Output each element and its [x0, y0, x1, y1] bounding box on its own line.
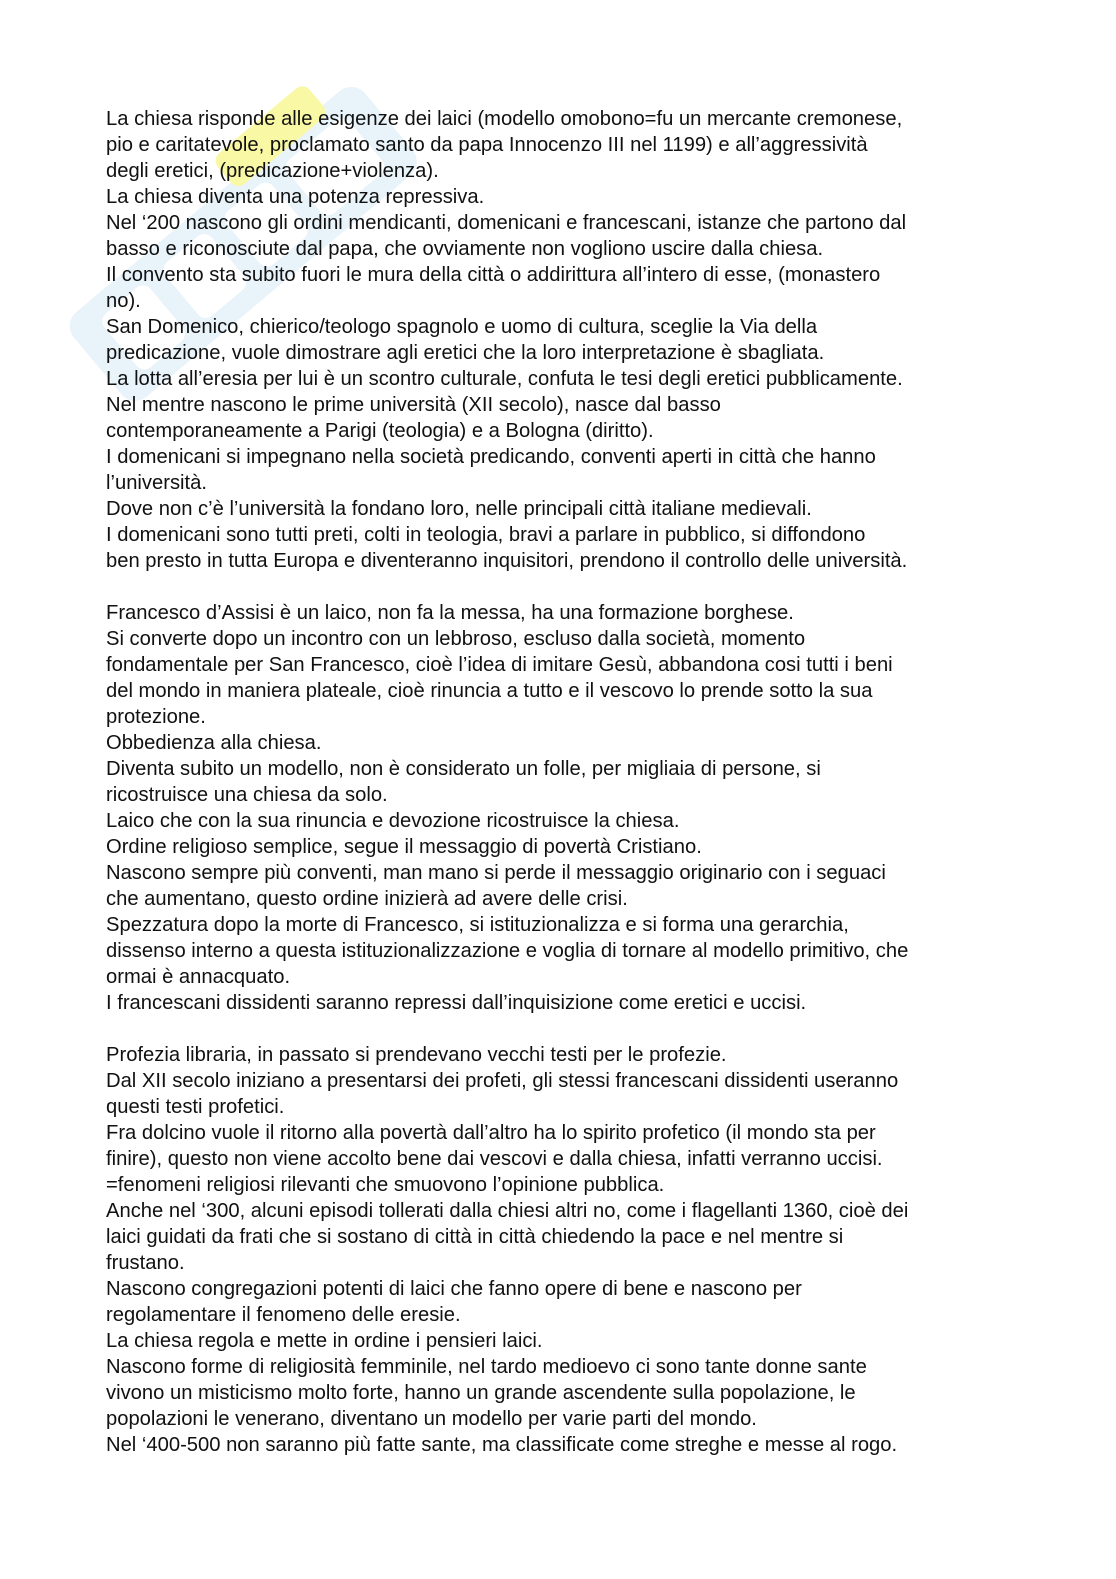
- text-line: San Domenico, chierico/teologo spagnolo e uomo di cultura, sceglie la Via della: [106, 316, 818, 338]
- text-line: La chiesa risponde alle esigenze dei laici (modello omobono=fu un mercante cremonese,: [106, 108, 903, 130]
- text-line: Fra dolcino vuole il ritorno alla povertà dall’altro ha lo spirito profetico (il mondo sta per: [106, 1122, 876, 1144]
- text-line: contemporaneamente a Parigi (teologia) e a Bologna (diritto).: [106, 420, 654, 442]
- text-line: La chiesa diventa una potenza repressiva.: [106, 186, 485, 208]
- paragraph-domenicani: [106, 106, 1011, 574]
- text-line: dissenso interno a questa istituzionalizzazione e voglia di tornare al modello primitivo, che: [106, 940, 909, 962]
- text-line: Anche nel ‘300, alcuni episodi tollerati dalla chiesi altri no, come i flagellanti 1360, cioè dei: [106, 1200, 909, 1222]
- text-line: Francesco d’Assisi è un laico, non fa la messa, ha una formazione borghese.: [106, 602, 794, 624]
- text-line: degli eretici, (predicazione+violenza).: [106, 160, 439, 182]
- text-line: regolamentare il fenomeno delle eresie.: [106, 1304, 461, 1326]
- text-line: Nascono congregazioni potenti di laici che fanno opere di bene e nascono per: [106, 1278, 802, 1300]
- text-line: =fenomeni religiosi rilevanti che smuovono l’opinione pubblica.: [106, 1174, 665, 1196]
- text-line: Obbedienza alla chiesa.: [106, 732, 322, 754]
- text-line: fondamentale per San Francesco, cioè l’idea di imitare Gesù, abbandona cosi tutti i beni: [106, 654, 893, 676]
- text-line: ormai è annacquato.: [106, 966, 291, 988]
- text-line: l’università.: [106, 472, 207, 494]
- text-line: Nascono sempre più conventi, man mano si perde il messaggio originario con i seguaci: [106, 862, 886, 884]
- text-line: Ordine religioso semplice, segue il messaggio di povertà Cristiano.: [106, 836, 702, 858]
- text-line: ricostruisce una chiesa da solo.: [106, 784, 388, 806]
- text-line: finire), questo non viene accolto bene dai vescovi e dalla chiesa, infatti verranno uccisi.: [106, 1148, 883, 1170]
- text-line: Laico che con la sua rinuncia e devozione ricostruisce la chiesa.: [106, 810, 680, 832]
- text-line: Spezzatura dopo la morte di Francesco, si istituzionalizza e si forma una gerarchia,: [106, 914, 849, 936]
- text-line: questi testi profetici.: [106, 1096, 285, 1118]
- text-line: Nel ‘200 nascono gli ordini mendicanti, domenicani e francescani, istanze che partono dal: [106, 212, 907, 234]
- text-line: pio e caritatevole, proclamato santo da papa Innocenzo III nel 1199) e all’aggressività: [106, 134, 868, 156]
- text-line: laici guidati da frati che si sostano di città in città chiedendo la pace e nel mentre si: [106, 1226, 844, 1248]
- text-line: frustano.: [106, 1252, 185, 1274]
- text-line: basso e riconosciute dal papa, che ovviamente non vogliono uscire dalla chiesa.: [106, 238, 824, 260]
- text-line: Diventa subito un modello, non è considerato un folle, per migliaia di persone, si: [106, 758, 821, 780]
- text-line: La chiesa regola e mette in ordine i pensieri laici.: [106, 1330, 543, 1352]
- paragraph-profezia: [106, 1042, 1011, 1458]
- text-line: I francescani dissidenti saranno repressi dall’inquisizione come eretici e uccisi.: [106, 992, 807, 1014]
- text-line: vivono un misticismo molto forte, hanno un grande ascendente sulla popolazione, le: [106, 1382, 856, 1404]
- text-line: Nel mentre nascono le prime università (XII secolo), nasce dal basso: [106, 394, 721, 416]
- paragraph-francesco: [106, 600, 1011, 1016]
- text-line: predicazione, vuole dimostrare agli eretici che la loro interpretazione è sbagliata.: [106, 342, 825, 364]
- text-line: che aumentano, questo ordine inizierà ad avere delle crisi.: [106, 888, 628, 910]
- text-line: ben presto in tutta Europa e diventeranno inquisitori, prendono il controllo delle università.: [106, 550, 908, 572]
- text-line: Si converte dopo un incontro con un lebbroso, escluso dalla società, momento: [106, 628, 806, 650]
- text-line: del mondo in maniera plateale, cioè rinuncia a tutto e il vescovo lo prende sotto la sua: [106, 680, 873, 702]
- text-line: I domenicani sono tutti preti, colti in teologia, bravi a parlare in pubblico, si diffondono: [106, 524, 866, 546]
- text-line: Nascono forme di religiosità femminile, nel tardo medioevo ci sono tante donne sante: [106, 1356, 867, 1378]
- text-line: no).: [106, 290, 141, 312]
- text-line: La lotta all’eresia per lui è un scontro culturale, confuta le tesi degli eretici pubblicamente.: [106, 368, 903, 390]
- text-line: I domenicani si impegnano nella società predicando, conventi aperti in città che hanno: [106, 446, 876, 468]
- text-line: popolazioni le venerano, diventano un modello per varie parti del mondo.: [106, 1408, 757, 1430]
- text-line: Profezia libraria, in passato si prendevano vecchi testi per le profezie.: [106, 1044, 727, 1066]
- text-line: Dove non c’è l’università la fondano loro, nelle principali città italiane medievali.: [106, 498, 812, 520]
- text-line: Nel ‘400-500 non saranno più fatte sante, ma classificate come streghe e messe al rogo.: [106, 1434, 898, 1456]
- text-line: protezione.: [106, 706, 206, 728]
- text-line: Il convento sta subito fuori le mura della città o addirittura all’intero di esse, (monastero: [106, 264, 881, 286]
- document-body: [106, 106, 1011, 1458]
- text-line: Dal XII secolo iniziano a presentarsi dei profeti, gli stessi francescani dissidenti useranno: [106, 1070, 899, 1092]
